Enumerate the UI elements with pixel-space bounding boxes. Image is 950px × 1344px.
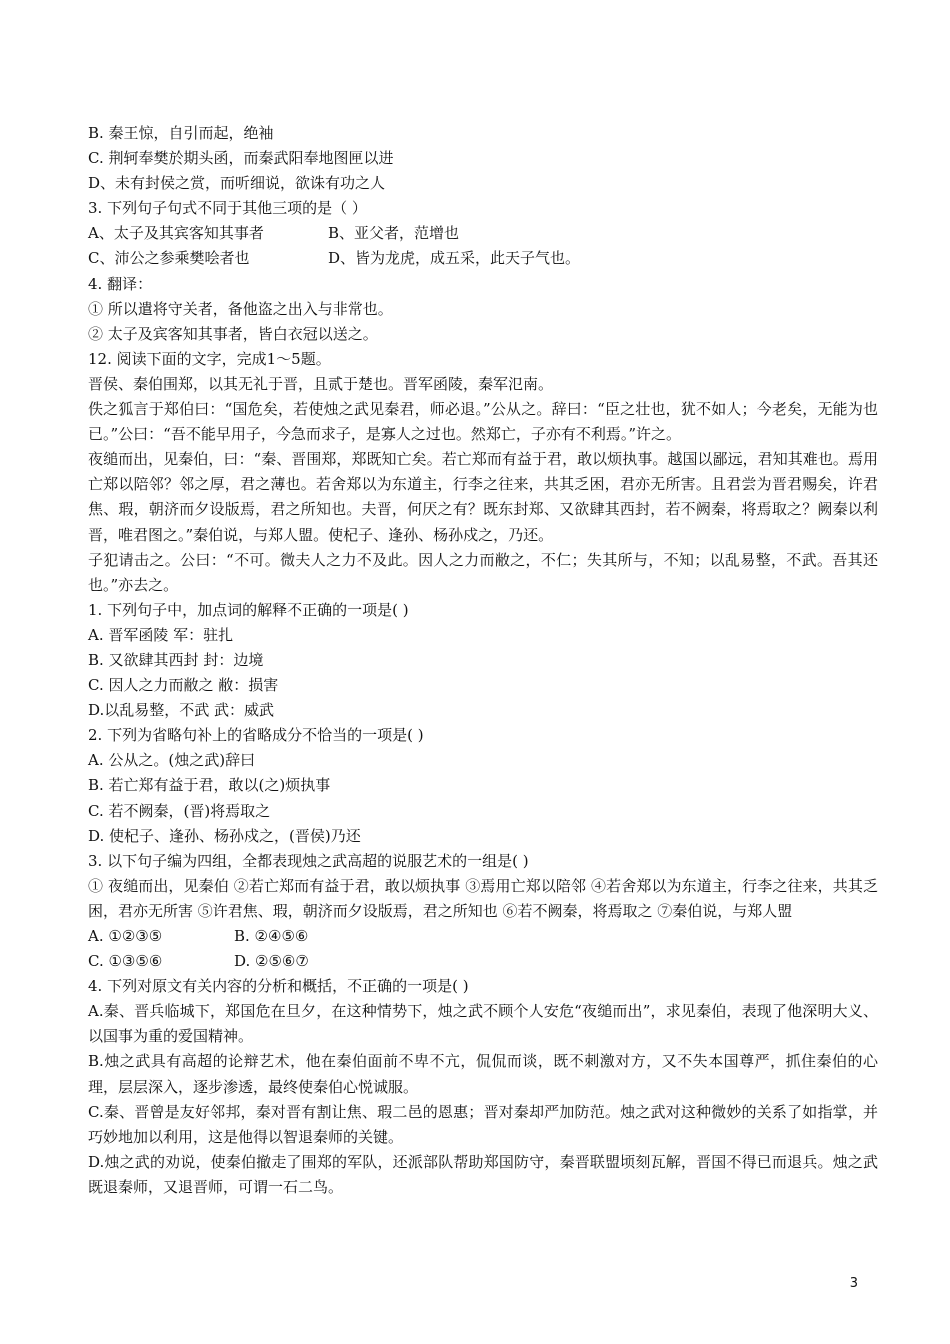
option-line: D.以乱易整，不武 武：威武 [88,701,275,720]
option-a: A. ①②③⑤ [88,927,163,945]
option-row [88,246,878,271]
option-paragraph: D.烛之武的劝说，使秦伯撤走了围郑的军队，还派部队帮助郑国防守，秦晋联盟顷刻瓦解，晋国不得已而退兵。烛之武既退秦师，又退晋师，可谓一石二鸟。 [88,1152,878,1196]
option-line: D、未有封侯之赏，而听细说，欲诛有功之人 [88,174,386,193]
option-line: A. 晋军函陵 军：驻扎 [88,625,234,644]
option-b: B、亚父者，范增也 [328,224,460,243]
question-line: 1. 下列句子中，加点词的解释不正确的一项是( ) [88,600,409,619]
passage-paragraph: 夜缒而出，见秦伯，曰：“秦、晋围郑，郑既知亡矣。若亡郑而有益于君，敢以烦执事。越国以鄙远，君知其难也。焉用亡郑以陪邻？邻之厚，君之薄也。若舍郑以为东道主，行李之往来，共其乏困，君亦无所害。且君尝为晋君赐矣，许君焦、瑕，朝济而夕设版焉，君之所知也。夫晋，何厌之有？既东封郑、又欲肆其西封，若不阙秦，将焉取之？阙秦以利晋，唯君图之。”秦伯说，与郑人盟。使杞子、逢孙、杨孙戍之，乃还。 [88,450,878,544]
option-a: A、太子及其宾客知其事者 [88,224,264,243]
option-row [88,949,878,974]
option-row [88,221,878,246]
option-paragraph: B.烛之武具有高超的论辩艺术，他在秦伯面前不卑不亢，侃侃而谈，既不刺激对方，又不失本国尊严，抓住秦伯的心理，层层深入，逐步渗透，最终使秦伯心悦诚服。 [88,1052,878,1096]
option-paragraph: C.秦、晋曾是友好邻邦，秦对晋有割让焦、瑕二邑的恩惠；晋对秦却严加防范。烛之武对这种微妙的关系了如指掌，并巧妙地加以利用，这是他得以智退秦师的关键。 [88,1102,878,1146]
option-line: C. 因人之力而敝之 敝：损害 [88,676,279,695]
option-row [88,924,878,949]
option-line: D. 使杞子、逢孙、杨孙戍之，(晋侯)乃还 [88,826,361,845]
translation-item: ② 太子及宾客知其事者，皆白衣冠以送之。 [88,324,378,343]
page-number: 3 [849,1276,858,1291]
option-line: B. 若亡郑有益于君，敢以(之)烦执事 [88,776,331,795]
option-line: A. 公从之。(烛之武)辞曰 [88,751,256,770]
option-d: D、皆为龙虎，成五采，此天子气也。 [328,249,581,268]
passage-paragraph: 晋侯、秦伯围郑，以其无礼于晋，且贰于楚也。晋军函陵，秦军氾南。 [88,374,554,393]
option-b: B. ②④⑤⑥ [234,927,309,945]
option-line: C. 若不阙秦，(晋)将焉取之 [88,801,271,820]
option-c: C、沛公之参乘樊哙者也 [88,249,250,268]
option-paragraph: A.秦、晋兵临城下，郑国危在旦夕，在这种情势下，烛之武不顾个人安危“夜缒而出”，求见秦伯，表现了他深明大义、以国事为重的爱国精神。 [88,1002,878,1046]
passage-paragraph: 子犯请击之。公曰：“不可。微夫人之力不及此。因人之力而敝之，不仁；失其所与，不知；以乱易整，不武。吾其还也。”亦去之。 [88,550,878,594]
section-heading: 12. 阅读下面的文字，完成1～5题。 [88,349,331,368]
translation-item: ① 所以遣将守关者，备他盗之出入与非常也。 [88,299,393,318]
option-line: C. 荆轲奉樊於期头函，而秦武阳奉地图匣以进 [88,149,394,168]
question-line: 3. 以下句子编为四组，全都表现烛之武高超的说服艺术的一组是( ) [88,851,529,870]
question-line: 4. 下列对原文有关内容的分析和概括，不正确的一项是( ) [88,977,469,996]
document-page [88,121,878,1200]
option-d: D. ②⑤⑥⑦ [234,952,309,971]
option-line: B. 秦王惊，自引而起，绝袖 [88,124,274,142]
question-line: 3. 下列句子句式不同于其他三项的是（ ） [88,199,367,218]
question-line: 2. 下列为省略句补上的省略成分不恰当的一项是( ) [88,726,424,745]
numbered-items: ① 夜缒而出，见秦伯 ②若亡郑而有益于君，敢以烦执事 ③焉用亡郑以陪邻 ④若舍郑以为东道主，行李之往来，共其乏困，君亦无所害 ⑤许君焦、瑕，朝济而夕设版焉，君之所知也 ⑥若不阙秦，将焉取之 ⑦秦伯说，与郑人盟 [88,876,878,920]
option-c: C. ①③⑤⑥ [88,952,163,971]
passage-paragraph: 佚之狐言于郑伯曰：“国危矣，若使烛之武见秦君，师必退。”公从之。辞曰：“臣之壮也，犹不如人；今老矣，无能为也已。”公曰：“吾不能早用子，今急而求子，是寡人之过也。然郑亡，子亦有不利焉。”许之。 [88,400,878,444]
option-line: B. 又欲肆其西封 封：边境 [88,650,264,669]
question-line: 4. 翻译： [88,274,153,293]
